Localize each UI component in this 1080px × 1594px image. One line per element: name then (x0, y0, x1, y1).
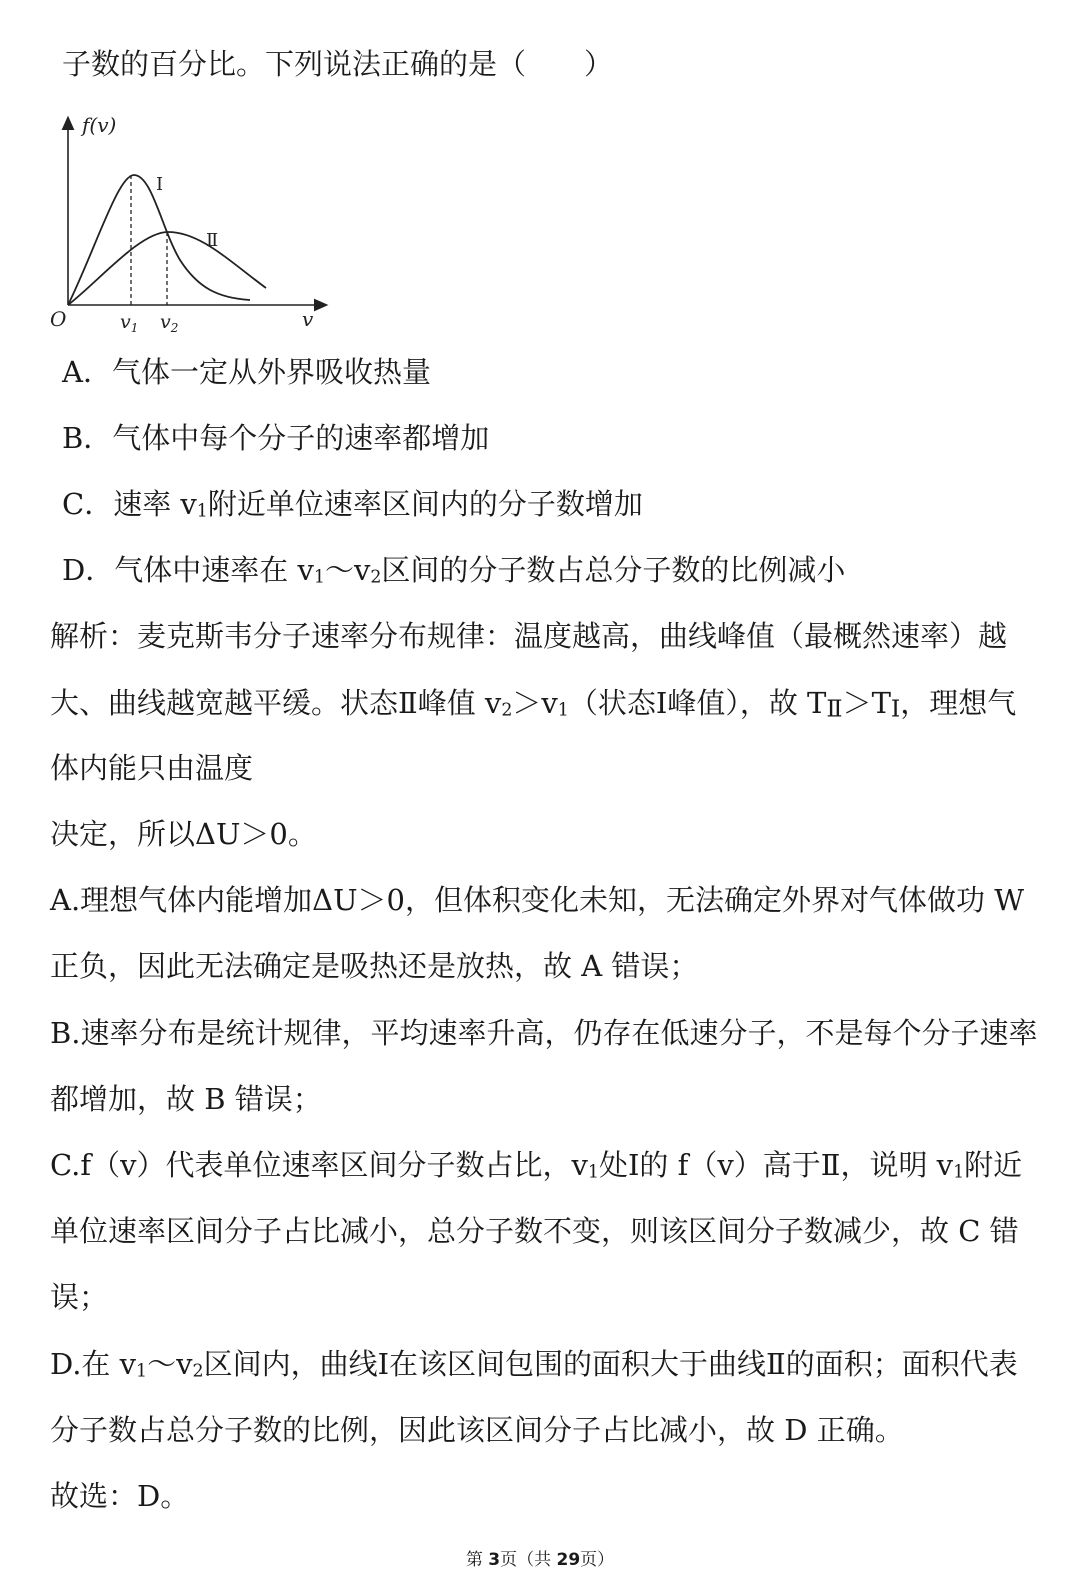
analysis-line-9: C.f（v）代表单位速率区间分子数占比，$v_1$处Ⅰ的 f（v）高于Ⅱ，说明 $v_1$附近 (50, 1148, 1023, 1183)
option-d: D．气体中速率在 $v_1\sim v_2$区间的分子数占总分子数的比例减小 (62, 553, 846, 588)
curve-1-label: Ⅰ (156, 174, 164, 195)
v2-tick-label: $v_2$ (160, 311, 179, 335)
option-c: C．速率 $v_1$附近单位速率区间内的分子数增加 (62, 487, 643, 522)
y-axis-label: f(v) (82, 113, 117, 137)
question-stem: 子数的百分比。下列说法正确的是（ ） (62, 47, 614, 81)
v1-tick-label: $v_1$ (120, 311, 139, 335)
option-b: B．气体中每个分子的速率都增加 (62, 421, 490, 455)
speed-distribution-graph (40, 110, 340, 340)
page-footer: 第 3页（共 29页） (465, 1550, 615, 1570)
page-number: 3 (488, 1550, 501, 1570)
analysis-line-1: 解析：麦克斯韦分子速率分布规律：温度越高，曲线峰值（最概然速率）越 (50, 619, 1008, 653)
origin-label: O (50, 307, 67, 331)
analysis-line-8: 都增加，故 B 错误； (50, 1082, 322, 1116)
total-pages: 29 (556, 1550, 581, 1570)
analysis-line-4: 决定，所以ΔU＞0。 (50, 817, 317, 851)
analysis-line-11: 误； (50, 1280, 109, 1314)
analysis-line-13: 分子数占总分子数的比例，因此该区间分子占比减小，故 D 正确。 (50, 1413, 904, 1447)
x-axis-label: v (302, 307, 314, 331)
analysis-line-7: B.速率分布是统计规律，平均速率升高，仍存在低速分子，不是每个分子速率 (50, 1016, 1038, 1050)
analysis-line-5: A.理想气体内能增加ΔU＞0，但体积变化未知，无法确定外界对气体做功 W (50, 883, 1025, 917)
curve-2-label: Ⅱ (206, 230, 219, 251)
analysis-line-12: D.在 $v_1\sim v_2$区间内，曲线Ⅰ在该区间包围的面积大于曲线Ⅱ的面积；面积代表 (50, 1347, 1018, 1382)
option-a: A．气体一定从外界吸收热量 (62, 355, 431, 389)
answer-line: 故选：D。 (50, 1479, 190, 1513)
analysis-line-10: 单位速率区间分子占比减小，总分子数不变，则该区间分子数减少，故 C 错 (50, 1214, 1019, 1248)
analysis-line-3: 体内能只由温度 (50, 751, 254, 785)
analysis-line-6: 正负，因此无法确定是吸热还是放热，故 A 错误； (50, 949, 699, 983)
analysis-line-2: 大、曲线越宽越平缓。状态Ⅱ峰值 $v_2>v_1$（状态Ⅰ峰值），故 $T_Ⅱ>T_Ⅰ$，理想气 (50, 686, 1017, 723)
